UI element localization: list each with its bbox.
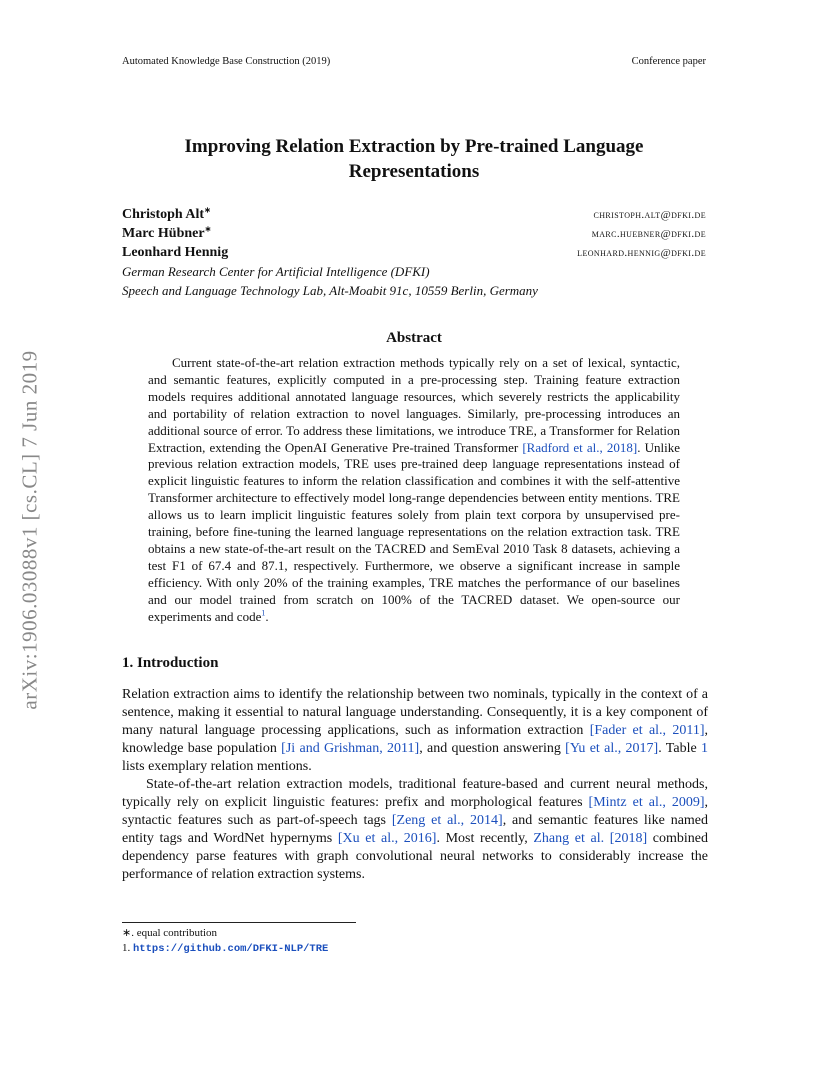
footnote: ∗. equal contribution <box>122 927 218 939</box>
paragraph: State-of-the-art relation extraction models, traditional feature-based and current neural methods, typically rely on explicit linguistic features: prefix and morphological features [Mintz et al., 2009], syntactic features such as part-of-speech tags [Zeng et al., 2014], and semantic features like named entity tags and WordNet hypernyms [Xu et al., 2016]. Most recently, Zhang et al. [2018] combined dependency parse features with graph convolutional neural networks to considerably increase the performance of relation extraction systems. <box>122 777 709 882</box>
citation-link[interactable]: [Zeng et al., 2014] <box>391 813 503 828</box>
author-row <box>122 207 706 226</box>
section-heading-introduction: 1. Introduction <box>122 655 219 671</box>
author-email[interactable]: christoph.alt@dfki.de <box>593 209 706 221</box>
author-row <box>122 226 706 245</box>
footnote: 1. https://github.com/DFKI-NLP/TRE <box>122 942 329 955</box>
running-header-right: Conference paper <box>631 56 706 67</box>
footnote-ref[interactable]: 1 <box>261 608 266 618</box>
author-email[interactable]: marc.huebner@dfki.de <box>591 228 706 240</box>
author-block <box>122 207 706 302</box>
paper-title: Improving Relation Extraction by Pre-trained Language Representations <box>184 136 644 182</box>
running-header-left: Automated Knowledge Base Construction (2019) <box>122 56 331 67</box>
introduction-body <box>122 686 708 884</box>
author-name: Marc Hübner∗ <box>122 224 212 241</box>
footnote-divider <box>122 922 356 923</box>
citation-link[interactable]: [Mintz et al., 2009] <box>588 795 705 810</box>
citation-link[interactable]: [Yu et al., 2017] <box>565 741 659 756</box>
affiliation-line: Speech and Language Technology Lab, Alt-Moabit 91c, 10559 Berlin, Germany <box>122 283 538 298</box>
table-ref-link[interactable]: 1 <box>701 741 709 756</box>
citation-link[interactable]: [Xu et al., 2016] <box>337 831 437 846</box>
paragraph: Relation extraction aims to identify the relationship between two nominals, typically in the context of a sentence, making it essential to natural language understanding. Consequently, it is a key component of many natural language processing applications, such as information extraction [Fader et al., 2011], knowledge base population [Ji and Grishman, 2011], and question answering [Yu et al., 2017]. Table 1 lists exemplary relation mentions. <box>122 687 709 774</box>
footnotes <box>122 926 522 957</box>
citation-link[interactable]: [Ji and Grishman, 2011] <box>281 741 420 756</box>
citation-link[interactable]: Zhang et al. [2018] <box>533 831 648 846</box>
affiliation-line: German Research Center for Artificial Intelligence (DFKI) <box>122 264 430 279</box>
abstract-text: Current state-of-the-art relation extraction methods typically rely on a set of lexical, syntactic, and semantic features, explicitly computed in a pre-processing step. Training feature extraction models requires additional annotated language resources, which severely restricts the applicability and portability of relation extraction to novel languages. Similarly, pre-processing introduces an additional source of error. To address these limitations, we introduce TRE, a Transformer for Relation Extraction, extending the OpenAI Generative Pre-trained Transformer [Radford et al., 2018]. Unlike previous relation extraction models, TRE uses pre-trained deep language representations instead of explicit linguistic features to inform the relation classification and combines it with the self-attentive Transformer architecture to effectively model long-range dependencies between entity mentions. TRE allows us to learn implicit linguistic features solely from plain text corpora by unsupervised pre-training, before fine-tuning the learned language representations on the relation extraction task. TRE obtains a new state-of-the-art result on the TACRED and SemEval 2010 Task 8 datasets, achieving a test F1 of 67.4 and 87.1, respectively. Furthermore, we observe a significant increase in sample efficiency. With only 20% of the training examples, TRE matches the performance of our baselines and our model trained from scratch on 100% of the TACRED dataset. We open-source our experiments and code$^1$. <box>148 355 681 624</box>
citation-link[interactable]: [Fader et al., 2011] <box>589 723 705 738</box>
abstract-heading: Abstract <box>386 330 442 346</box>
arxiv-stamp-text: arXiv:1906.03088v1 [cs.CL] 7 Jun 2019 <box>17 350 42 710</box>
author-email[interactable]: leonhard.hennig@dfki.de <box>577 247 706 259</box>
author-name: Christoph Alt∗ <box>122 205 211 222</box>
citation-link[interactable]: [Radford et al., 2018] <box>522 439 638 455</box>
author-name: Leonhard Hennig <box>122 245 229 260</box>
repo-link[interactable]: https://github.com/DFKI-NLP/TRE <box>133 943 329 955</box>
arxiv-stamp <box>0 300 60 760</box>
author-row <box>122 245 706 264</box>
